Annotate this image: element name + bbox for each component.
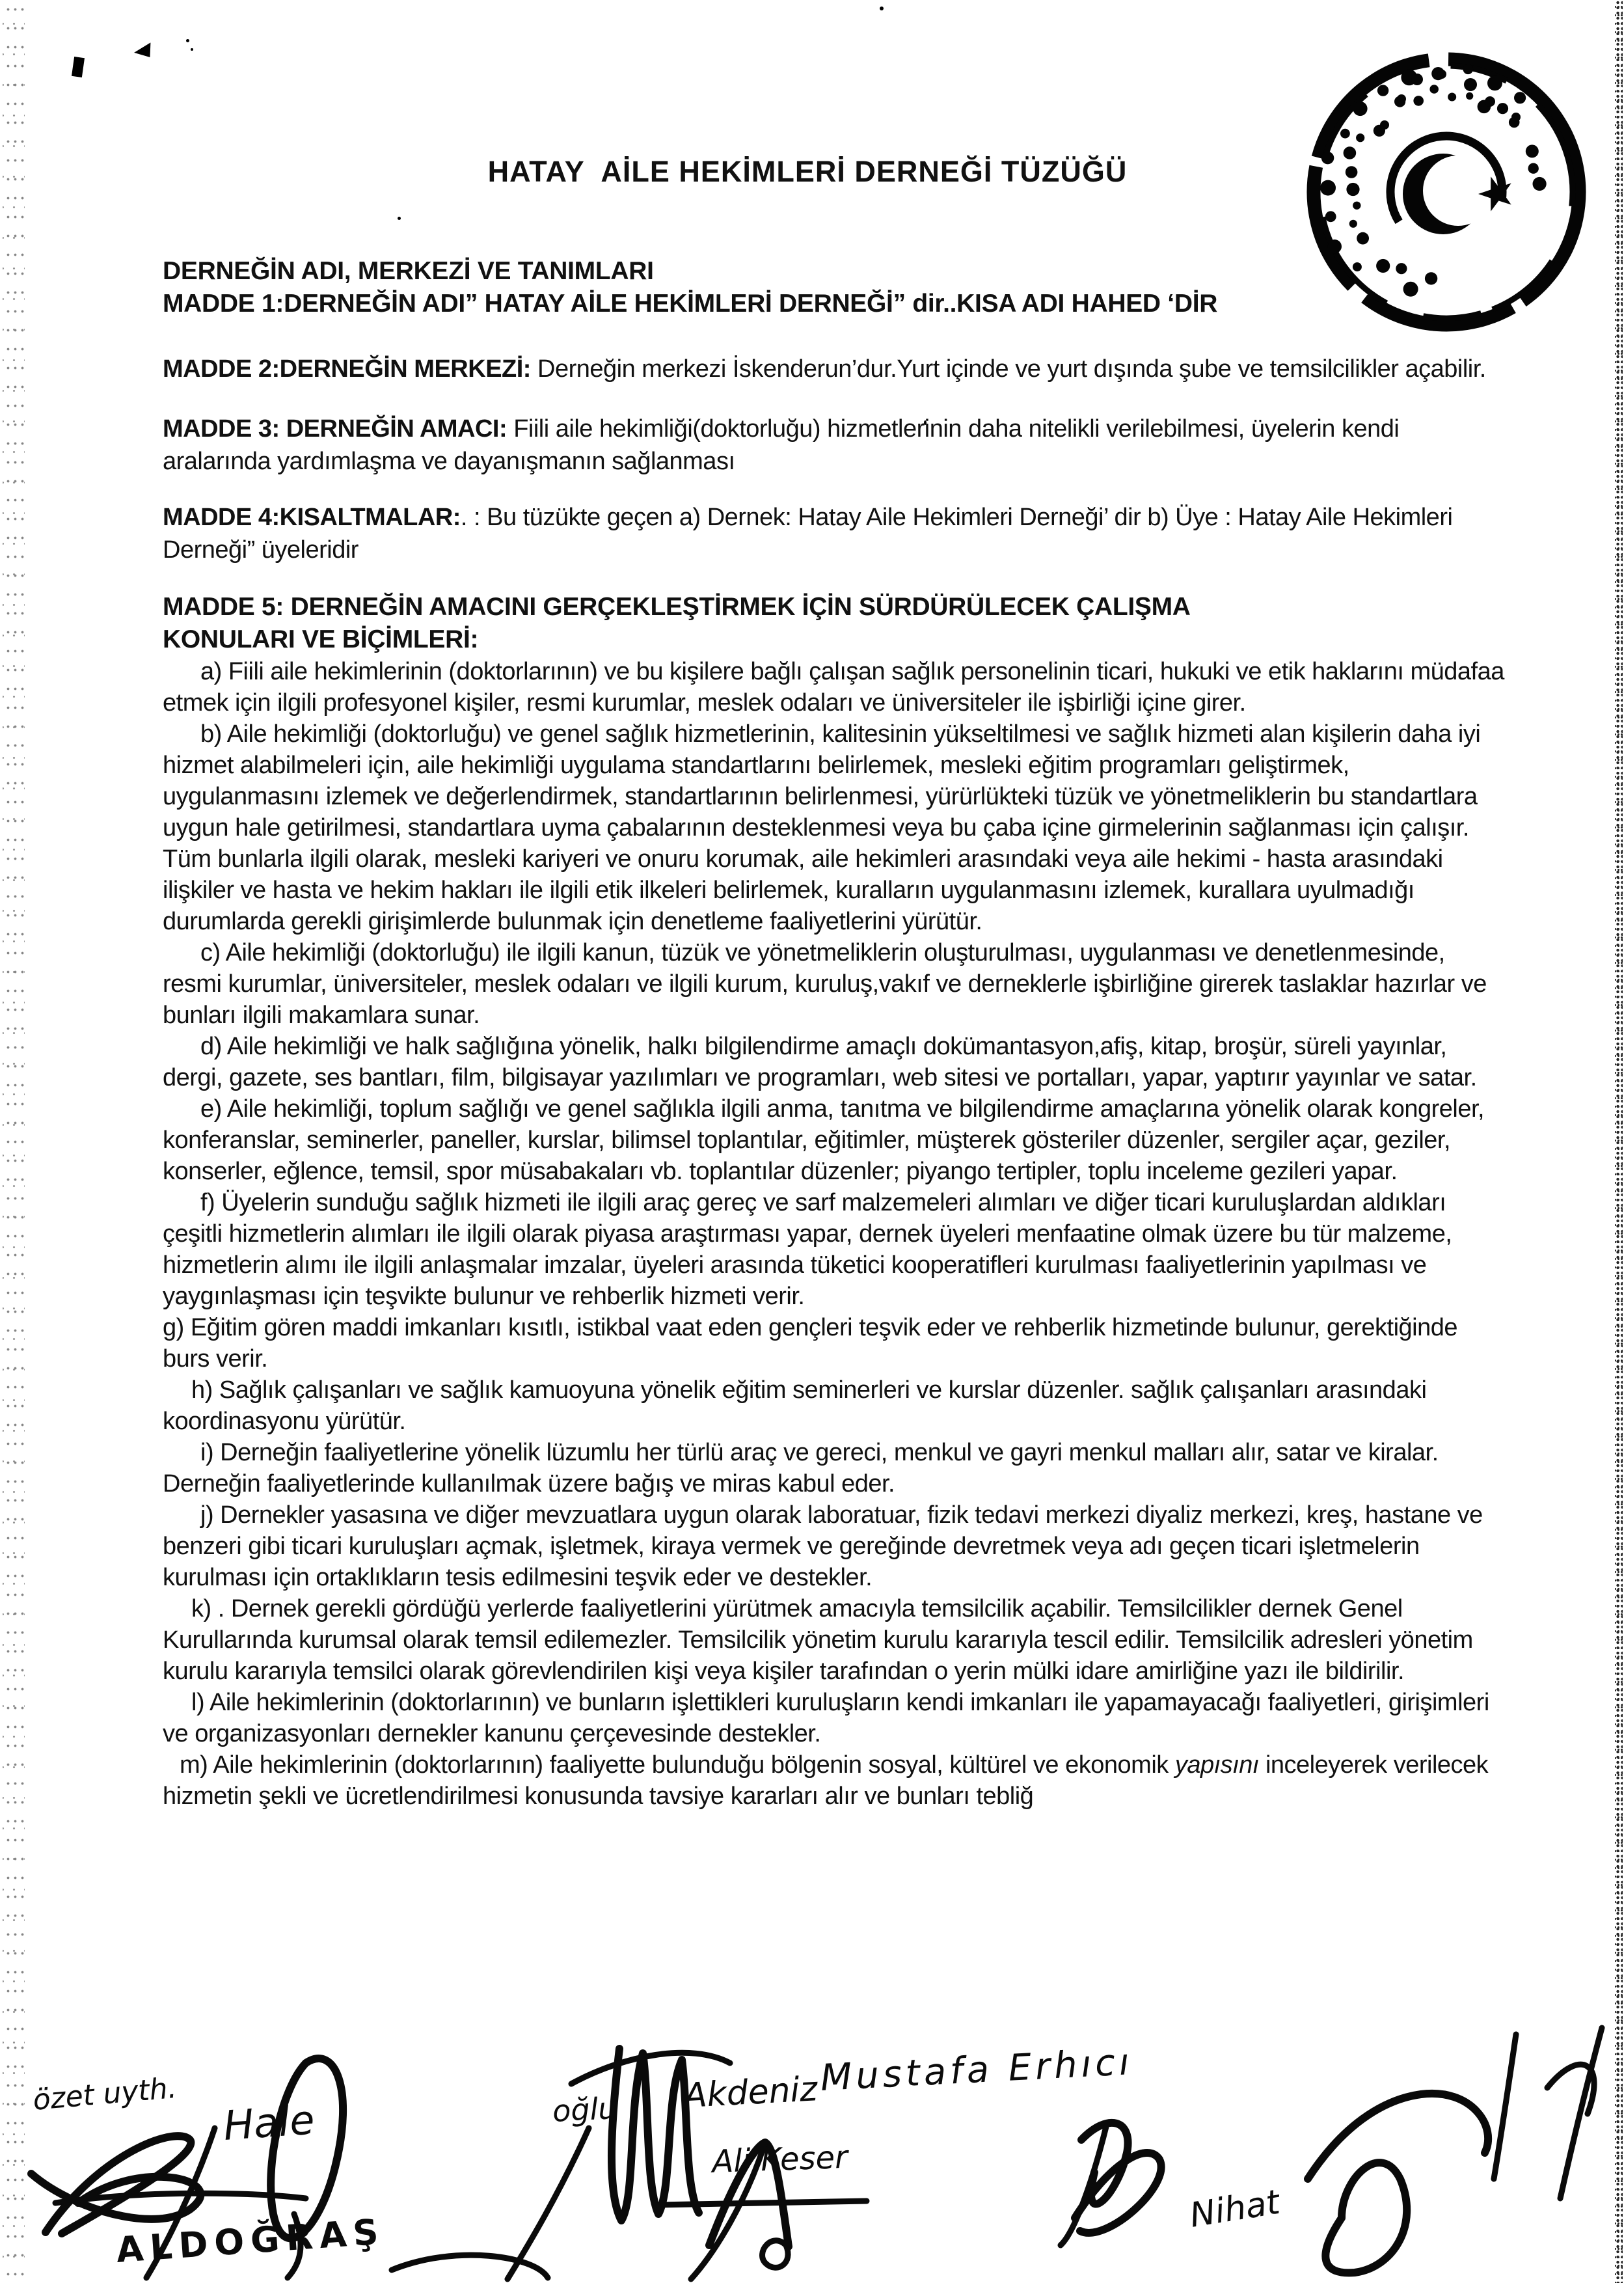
stamp-dot — [1357, 232, 1369, 245]
stamp-dot — [1487, 75, 1502, 90]
signature-right-flourish — [1308, 2094, 1488, 2179]
stamp-dot — [1528, 163, 1539, 174]
item-m-text-end: inceleyerek verilecek hizmetin şekli ve ücretlendirilmesi konusunda tavsiye kararları alır ve bunları tebliğ — [163, 1751, 1489, 1810]
stamp-crescent-cut — [1423, 156, 1493, 226]
madde5-item-m — [163, 1749, 1504, 1812]
scan-noise-left-edge — [3, 0, 25, 2283]
madde-1: MADDE 1:DERNEĞİN ADI” HATAY AİLE HEKİMLERİ DERNEĞİ” dir..KISA ADI HAHED ‘DİR — [163, 290, 1218, 318]
stamp-dot — [1403, 282, 1418, 297]
stamp-dot — [1437, 70, 1446, 79]
signature-note: özet uyth. — [31, 2071, 178, 2117]
stamp-dot — [1346, 166, 1358, 178]
scan-artifact-dot — [186, 39, 189, 42]
scan-artifact-dot — [191, 48, 193, 51]
stamp-dot — [1411, 74, 1423, 85]
madde-2-label: MADDE 2:DERNEĞİN MERKEZİ: — [163, 355, 531, 383]
madde5-item-h: h) Sağlık çalışanları ve sağlık kamuoyuna yönelik eğitim seminerleri ve kurslar düzenler. sağlık çalışanları arasındaki koordinasyonu yürütür. — [163, 1376, 1427, 1435]
signature-right-stroke1 — [1494, 2034, 1516, 2179]
signature-oglu: oğlu — [551, 2090, 618, 2129]
signature-hale-loop — [271, 2058, 343, 2238]
official-stamp-crescent-star — [1287, 46, 1612, 351]
stamp-dot — [1526, 144, 1539, 157]
document-body — [163, 154, 1504, 1812]
signature-right-stroke2 — [1560, 2028, 1602, 2198]
stamp-dot — [1413, 96, 1424, 106]
madde-3-label: MADDE 3: DERNEĞİN AMACI: — [163, 415, 508, 443]
madde-5-heading — [163, 591, 1504, 656]
madde-4 — [163, 501, 1504, 566]
stamp-dot — [1497, 103, 1508, 114]
signature-mustafa: Mustafa Erhıcı — [819, 2040, 1134, 2099]
stamp-dot — [1344, 146, 1357, 159]
madde5-item-i: i) Derneğin faaliyetlerine yönelik lüzumlu her türlü araç ve gereci, menkul ve gayri menkul malları alır, satar ve kiralar. Derneğin faaliyetlerinde kullanılmak üzere bağış ve miras kabul eder. — [163, 1439, 1439, 1497]
madde5-item-a: a) Fiili aile hekimlerinin (doktorlarının) ve bu kişilere bağlı çalışan sağlık personelinin ticari, hukuki ve etik haklarını müdafaa etmek için ilgili profesyonel kişiler, resmi kurumlar, meslek odaları ve üniversiteler ile işbirliği içine girer. — [163, 658, 1504, 717]
signature-right-loop — [1325, 2163, 1407, 2273]
stamp-dot — [1340, 129, 1350, 139]
signature-nihat: Nihat — [1187, 2182, 1282, 2235]
stamp-dot — [1346, 183, 1359, 196]
stamp-dot — [1448, 93, 1456, 102]
madde-2 — [163, 353, 1504, 385]
item-m-text: m) Aile hekimlerinin (doktorlarının) faaliyette bulunduğu bölgenin sosyal, kültürel ve ekonomik — [180, 1751, 1175, 1779]
madde-3 — [163, 413, 1504, 478]
madde-4-text: . : Bu tüzükte geçen a) Dernek: Hatay Aile Hekimleri Derneği’ dir b) Üye : Hatay Aile Hekimleri Derneği” üyeleridir — [163, 504, 1453, 564]
stamp-dot — [1321, 152, 1334, 164]
signature-akdeniz: Akdeniz — [683, 2070, 819, 2116]
madde-5-heading-line1: MADDE 5: DERNEĞİN AMACINI GERÇEKLEŞTİRMEK İÇİN SÜRDÜRÜLECEK ÇALIŞMA — [163, 593, 1191, 621]
signature-big-a-loop — [763, 2241, 789, 2268]
madde5-item-l: l) Aile hekimlerinin (doktorlarının) ve bunların işlettikleri kuruluşların kendi imkanları ile yapamayacağı faaliyetleri, girişimleri ve organizasyonları dernekler kanunu çerçevesinde destekler. — [163, 1689, 1489, 1747]
madde5-item-f: f) Üyelerin sunduğu sağlık hizmeti ile ilgili araç gereç ve sarf malzemeleri alımları ve diğer ticari kuruluşlardan aldıkları çeşitli hizmetlerin alımları ile ilgili olarak piyasa araştırması yapar, dernek üyeleri menfaatine olmak üzere bu tür malzeme, hizmetlerin alımı ile ilgili anlaşmalar imzalar, üyeleri arasında tüketici kooperatifleri kurulması faaliyetlerinin yapılması ve yaygınlaşması için teşvikte bulunur ve rehberlik hizmeti verir. — [163, 1189, 1452, 1310]
madde5-item-j: j) Dernekler yasasına ve diğer mevzuatlara uygun olarak laboratuar, fizik tedavi merkezi diyaliz merkezi, kreş, hastane ve benzeri gibi ticari kuruluşları açmak, işletmek, kiraya vermek ve gereğinde devretmek veya adı geçen ticari işletmelerin kurulması için ortaklıkların tesis edilmesini teşvik eder ve destekler. — [163, 1501, 1483, 1591]
signature-ali-keser: Ali Keser — [711, 2139, 848, 2180]
stamp-dot — [1429, 85, 1439, 94]
stamp-dot — [1376, 259, 1390, 273]
stamp-dot — [1349, 220, 1357, 228]
stamp-dot — [1396, 263, 1407, 274]
item-m-italic-word: yapısını — [1174, 1751, 1259, 1779]
stamp-dot — [1485, 96, 1495, 107]
stamp-dot — [1425, 272, 1437, 284]
scan-artifact-dot — [880, 7, 884, 10]
madde-5-heading-line2: KONULARI VE BİÇİMLERİ: — [163, 625, 479, 653]
signature-big-a-cross — [658, 2201, 867, 2205]
scan-artifact-mark — [72, 57, 85, 77]
signature-center-descender — [508, 2128, 589, 2279]
stamp-dot — [1533, 177, 1547, 191]
stamp-dot — [1377, 85, 1388, 96]
stamp-dot — [1353, 202, 1360, 210]
madde5-item-k: k) . Dernek gerekli gördüğü yerlerde faaliyetlerini yürütmek amacıyla temsilcilik açabilir. Temsilcilikler dernek Genel Kurullarında kurumsal olarak temsil edilemezler. Temsilcilik yönetim kurulu kararıyla tescil edilir. Temsilcilik adresleri yönetim kurulu kararıyla temsilci olarak görevlendirilen kişi veya kişiler tarafından o yerin mülki idare amirliğine yazı ile bildirilir. — [163, 1595, 1473, 1685]
signature-hale: Hale — [221, 2096, 316, 2150]
document-title: HATAY AİLE HEKİMLERİ DERNEĞİ TÜZÜĞÜ — [487, 155, 1128, 188]
madde-4-label: MADDE 4:KISALTMALAR: — [163, 504, 461, 531]
scan-noise-right-edge — [1615, 0, 1623, 2283]
madde5-item-g: g) Eğitim gören maddi imkanları kısıtlı, istikbal vaat eden gençleri teşvik eder ve rehberlik hizmetinde bulunur, gerektiğinde burs verir. — [163, 1314, 1458, 1373]
stamp-dot — [1464, 78, 1477, 91]
scan-artifact-wedge — [133, 42, 154, 60]
madde-2-text: Derneğin merkezi İskenderun’dur.Yurt içinde ve yurt dışında şube ve temsilcilikler açabilir. — [530, 355, 1486, 383]
stamp-dot — [1328, 239, 1342, 253]
stamp-dot — [1353, 262, 1362, 271]
signature-center-loops — [612, 2049, 699, 2221]
madde5-item-c: c) Aile hekimliği (doktorluğu) ile ilgili kanun, tüzük ve yönetmeliklerin oluşturulması, uygulanması ve denetlenmesinde, resmi kurumlar, üniversiteler, meslek odaları ve ilgili kurum, kuruluş,vakıf ve derneklerle işbirliğine girerek taslaklar hazırlar ve bunları ilgili makamlara sunar. — [163, 939, 1487, 1029]
stamp-dot — [1511, 113, 1521, 122]
signature-mustafa-scrawl — [1075, 2123, 1161, 2233]
stamp-dot — [1397, 94, 1406, 103]
stamp-dot — [1325, 211, 1336, 222]
stamp-dot — [1514, 92, 1526, 103]
madde5-item-b: b) Aile hekimliği (doktorluğu) ve genel sağlık hizmetlerinin, kalitesinin yükseltilmesi ve sağlık hizmeti alan kişilerin daha iyi hizmet alabilmeleri için, aile hekimliği uygulama standartlarını belirlemek, mesleki eğitim programları geliştirmek, uygulanmasını izlemek ve değerlendirmek, standartlarının belirlenmesi, yürürlükteki tüzük ve yönetmeliklerin bu standartlara uygun hale getirilmesi, standartlara uyma çabalarının desteklenmesi veya bu çaba içine girmelerinin sağlanması için çalışır. Tüm bunlarla ilgili olarak, mesleki kariyeri ve onuru korumak, aile hekimleri arasındaki veya aile hekimi - hasta arasındaki ilişkiler ve hasta ve hekim hakları ile ilgili etik ilkeleri belirlemek, kuralların uygulanmasını izlemek, kurallara uyulmadığı durumlarda gerekli girişimlerde bulunmak için denetleme faaliyetlerini yürütür. — [163, 720, 1481, 935]
signature-print-aldogras: ALDOĞRAŞ — [115, 2211, 386, 2271]
madde-3-text: Fiili aile hekimliği(doktorluğu) hizmetlerinin daha nitelikli verilebilmesi, üyelerin kendi aralarında yardımlaşma ve dayanışmanın sağlanması — [163, 415, 1400, 475]
stamp-dot — [1466, 92, 1473, 100]
stamp-dot — [1463, 64, 1474, 75]
signature-layer — [0, 1972, 1624, 2283]
stamp-dot — [1353, 102, 1367, 116]
stamp-dot — [1320, 180, 1336, 196]
stamp-dot — [1380, 120, 1389, 130]
section-heading: DERNEĞİN ADI, MERKEZİ VE TANIMLARI — [163, 257, 654, 285]
stamp-dot — [1356, 133, 1364, 142]
signature-bottom-loop — [392, 2255, 548, 2278]
madde5-item-e: e) Aile hekimliği, toplum sağlığı ve genel sağlıkla ilgili anma, tanıtma ve bilgilendirme amaçlarına yönelik olarak kongreler, konferanslar, seminerler, paneller, kurslar, bilimsel toplantılar, eğitimler, müşterek gösteriler düzenler, sergiler açar, geziler, konserler, eğlence, temsil, spor müsabakaları vb. toplantılar düzenler; piyango tertipler, toplu inceleme gezileri yapar. — [163, 1095, 1485, 1185]
madde5-item-d: d) Aile hekimliği ve halk sağlığına yönelik, halkı bilgilendirme amaçlı dokümantasyon,afiş, kitap, broşür, süreli yayınlar, dergi, gazete, ses bantları, film, bilgisayar yazılımları ve programları, web sitesi ve portalları, yapar, yaptırır yayınlar ve satar. — [163, 1033, 1477, 1091]
